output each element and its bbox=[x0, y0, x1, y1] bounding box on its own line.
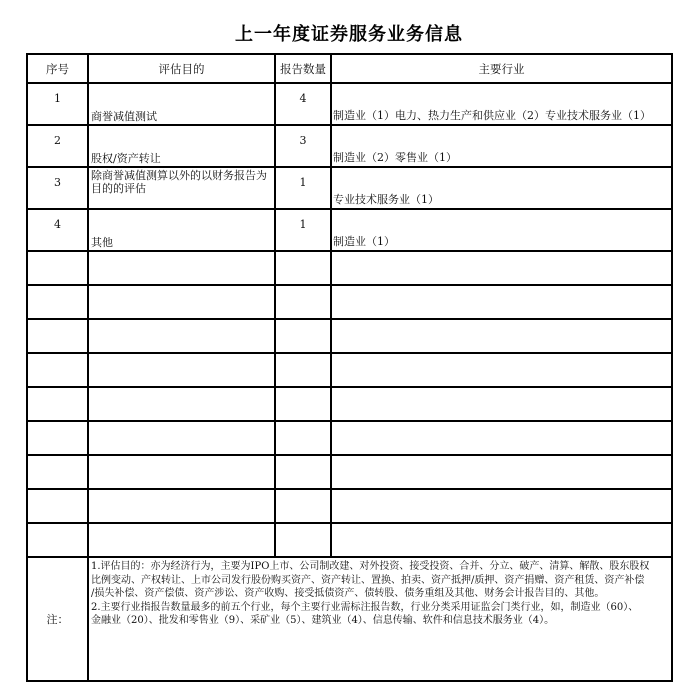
empty-row bbox=[27, 523, 672, 557]
notes-text bbox=[88, 557, 672, 681]
empty-cell bbox=[88, 251, 275, 285]
empty-cell bbox=[275, 285, 331, 319]
empty-cell bbox=[331, 285, 672, 319]
row-index: 3 bbox=[27, 167, 88, 209]
empty-cell bbox=[88, 285, 275, 319]
empty-cell bbox=[275, 387, 331, 421]
empty-cell bbox=[27, 353, 88, 387]
empty-cell bbox=[88, 353, 275, 387]
empty-cell bbox=[27, 523, 88, 557]
empty-row bbox=[27, 319, 672, 353]
empty-row bbox=[27, 455, 672, 489]
empty-cell bbox=[275, 353, 331, 387]
notes-label: 注： bbox=[27, 557, 88, 681]
empty-cell bbox=[88, 455, 275, 489]
empty-cell bbox=[331, 387, 672, 421]
empty-cell bbox=[331, 353, 672, 387]
header-purpose: 评估目的 bbox=[88, 54, 275, 83]
row-industry: 制造业（2）零售业（1） bbox=[331, 125, 672, 167]
row-count: 1 bbox=[275, 167, 331, 209]
header-count: 报告数量 bbox=[275, 54, 331, 83]
page-title: 上一年度证券服务业务信息 bbox=[235, 24, 463, 45]
empty-row bbox=[27, 387, 672, 421]
note-line: 1.评估目的：亦为经济行为，主要为IPO上市、公司制改建、对外投资、接受投资、合并、分立、破产、清算、解散、股东股权 bbox=[91, 561, 650, 572]
empty-cell bbox=[88, 421, 275, 455]
table-row bbox=[27, 209, 672, 251]
empty-cell bbox=[27, 455, 88, 489]
empty-row bbox=[27, 421, 672, 455]
empty-cell bbox=[88, 387, 275, 421]
row-industry: 制造业（1）电力、热力生产和供应业（2）专业技术服务业（1） bbox=[331, 83, 672, 125]
row-index: 1 bbox=[27, 83, 88, 125]
header-index: 序号 bbox=[27, 54, 88, 83]
empty-row bbox=[27, 353, 672, 387]
table-row bbox=[27, 125, 672, 167]
note-line: /损失补偿、资产偿债、资产涉讼、资产收购、接受抵债资产、债转股、债务重组及其他、财务会计报告目的、其他。 bbox=[91, 588, 605, 600]
empty-cell bbox=[27, 251, 88, 285]
empty-cell bbox=[331, 421, 672, 455]
empty-cell bbox=[88, 523, 275, 557]
empty-cell bbox=[275, 319, 331, 353]
note-line: 比例变动、产权转让、上市公司发行股份购买资产、资产转让、置换、拍卖、资产抵押/质押、资产捐赠、资产租赁、资产补偿 bbox=[91, 574, 645, 586]
row-index: 4 bbox=[27, 209, 88, 251]
empty-cell bbox=[275, 421, 331, 455]
row-industry: 制造业（1） bbox=[331, 209, 672, 251]
securities-business-table bbox=[26, 53, 673, 682]
empty-cell bbox=[27, 387, 88, 421]
row-purpose: 除商誉减值测算以外的以财务报告为目的的评估 bbox=[88, 167, 275, 209]
empty-cell bbox=[27, 319, 88, 353]
empty-cell bbox=[275, 251, 331, 285]
empty-cell bbox=[88, 319, 275, 353]
empty-cell bbox=[275, 489, 331, 523]
row-industry: 专业技术服务业（1） bbox=[331, 167, 672, 209]
empty-cell bbox=[331, 251, 672, 285]
note-line: 2.主要行业指报告数量最多的前五个行业，每个主要行业需标注报告数，行业分类采用证监会门类行业，如，制造业（60）、 bbox=[91, 601, 639, 613]
empty-cell bbox=[331, 489, 672, 523]
empty-cell bbox=[27, 285, 88, 319]
empty-cell bbox=[275, 455, 331, 489]
notes-row bbox=[27, 557, 672, 681]
empty-row bbox=[27, 489, 672, 523]
empty-row bbox=[27, 285, 672, 319]
empty-cell bbox=[88, 489, 275, 523]
row-purpose: 商誉减值测试 bbox=[88, 83, 275, 125]
empty-row bbox=[27, 251, 672, 285]
table-header-row bbox=[27, 54, 672, 83]
header-industry: 主要行业 bbox=[331, 54, 672, 83]
empty-cell bbox=[331, 455, 672, 489]
table-row bbox=[27, 83, 672, 125]
row-count: 1 bbox=[275, 209, 331, 251]
empty-cell bbox=[275, 523, 331, 557]
empty-cell bbox=[27, 489, 88, 523]
row-purpose: 股权/资产转让 bbox=[88, 125, 275, 167]
table-row bbox=[27, 167, 672, 209]
row-count: 4 bbox=[275, 83, 331, 125]
empty-cell bbox=[331, 523, 672, 557]
row-count: 3 bbox=[275, 125, 331, 167]
row-purpose: 其他 bbox=[88, 209, 275, 251]
empty-cell bbox=[331, 319, 672, 353]
row-index: 2 bbox=[27, 125, 88, 167]
note-line: 金融业（20）、批发和零售业（9）、采矿业（5）、建筑业（4）、信息传输、软件和信息技术服务业（4）。 bbox=[91, 615, 555, 627]
empty-cell bbox=[27, 421, 88, 455]
